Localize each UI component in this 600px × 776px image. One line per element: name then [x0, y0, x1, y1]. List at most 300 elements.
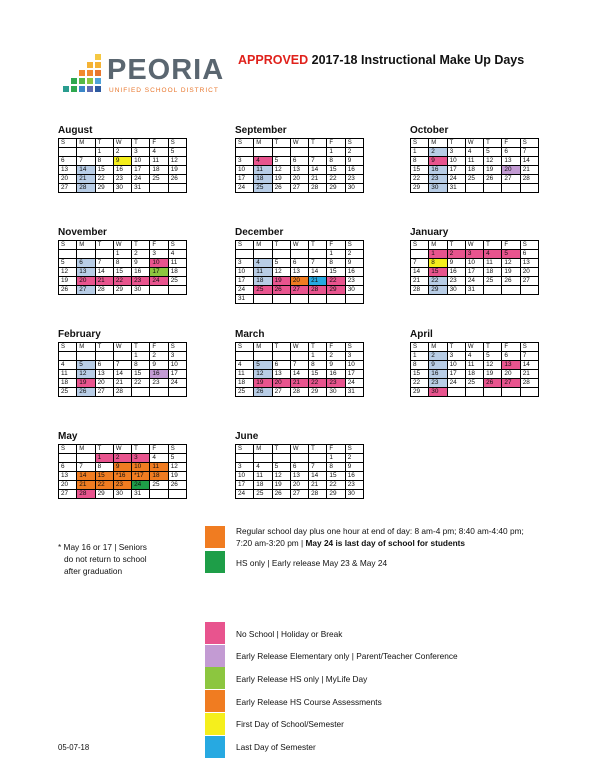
day-cell: 27 — [272, 388, 290, 397]
day-cell: 10 — [447, 361, 465, 370]
day-cell: 5 — [168, 148, 186, 157]
day-cell: 1 — [309, 352, 327, 361]
day-cell — [447, 388, 465, 397]
logo-subtitle: UNIFIED SCHOOL DISTRICT — [109, 87, 219, 94]
month-march — [235, 329, 364, 397]
day-cell: 24 — [132, 175, 150, 184]
day-cell: 19 — [77, 379, 95, 388]
logo-wordmark: PEORIA — [107, 54, 225, 86]
weekday-header: T — [272, 343, 290, 352]
day-cell: 24 — [132, 481, 150, 490]
weekday-header: T — [309, 445, 327, 454]
day-cell — [77, 250, 95, 259]
day-cell: 3 — [132, 148, 150, 157]
day-cell: 3 — [132, 454, 150, 463]
day-cell: 6 — [59, 463, 77, 472]
day-cell: 22 — [113, 277, 131, 286]
day-cell: 10 — [465, 259, 483, 268]
day-cell: 27 — [290, 184, 308, 193]
day-cell: 3 — [236, 157, 254, 166]
weekday-header: T — [95, 445, 113, 454]
day-cell: 7 — [290, 361, 308, 370]
day-cell: 14 — [290, 370, 308, 379]
day-cell: 19 — [502, 268, 520, 277]
day-cell: 18 — [168, 268, 186, 277]
day-cell — [345, 295, 363, 304]
day-cell: 31 — [236, 295, 254, 304]
day-cell: 20 — [77, 277, 95, 286]
logo-mark-icon — [63, 54, 103, 94]
day-cell: 9 — [429, 361, 447, 370]
day-cell: 11 — [150, 157, 168, 166]
day-cell — [132, 388, 150, 397]
day-cell: 18 — [465, 370, 483, 379]
day-cell: 20 — [290, 277, 308, 286]
day-cell: 17 — [150, 268, 168, 277]
day-cell: 14 — [77, 472, 95, 481]
day-cell — [168, 286, 186, 295]
weekday-header: W — [290, 139, 308, 148]
day-cell — [77, 454, 95, 463]
legend-item-last-day: Last Day of Semester — [236, 742, 316, 752]
day-cell: 15 — [309, 370, 327, 379]
day-cell: 23 — [150, 379, 168, 388]
weekday-header: W — [290, 343, 308, 352]
day-cell: 18 — [254, 175, 272, 184]
day-cell — [411, 250, 429, 259]
day-cell: 5 — [502, 250, 520, 259]
day-cell — [290, 454, 308, 463]
day-cell — [236, 250, 254, 259]
day-cell: 7 — [77, 463, 95, 472]
day-cell: 26 — [77, 388, 95, 397]
weekday-header: T — [132, 445, 150, 454]
day-cell: 25 — [168, 277, 186, 286]
day-cell: 1 — [132, 352, 150, 361]
day-cell: 15 — [132, 370, 150, 379]
day-cell: 6 — [290, 259, 308, 268]
day-cell — [95, 352, 113, 361]
day-cell: 27 — [290, 286, 308, 295]
day-cell: 18 — [150, 472, 168, 481]
day-cell: 22 — [95, 481, 113, 490]
month-june — [235, 431, 364, 499]
day-cell — [309, 148, 327, 157]
day-cell: 2 — [429, 352, 447, 361]
weekday-header: T — [132, 241, 150, 250]
day-cell: 31 — [447, 184, 465, 193]
day-cell: 11 — [484, 259, 502, 268]
day-cell — [272, 250, 290, 259]
month-grid — [410, 240, 539, 295]
day-cell: 22 — [411, 379, 429, 388]
day-cell: 6 — [77, 259, 95, 268]
day-cell — [502, 184, 520, 193]
day-cell: 21 — [290, 379, 308, 388]
day-cell: 7 — [520, 148, 538, 157]
day-cell: 17 — [236, 277, 254, 286]
day-cell: 5 — [484, 148, 502, 157]
weekday-header: M — [254, 139, 272, 148]
day-cell: 11 — [168, 259, 186, 268]
day-cell: 31 — [465, 286, 483, 295]
day-cell: 28 — [411, 286, 429, 295]
month-name: October — [410, 125, 449, 136]
day-cell: 6 — [502, 352, 520, 361]
day-cell — [254, 295, 272, 304]
day-cell: 9 — [150, 361, 168, 370]
day-cell: 12 — [272, 268, 290, 277]
day-cell: 16 — [429, 370, 447, 379]
weekday-header: T — [95, 241, 113, 250]
day-cell: 19 — [484, 166, 502, 175]
day-cell: 1 — [95, 454, 113, 463]
weekday-header: W — [113, 139, 131, 148]
weekday-header: F — [150, 445, 168, 454]
day-cell: 8 — [132, 361, 150, 370]
day-cell: 26 — [484, 379, 502, 388]
day-cell: *17 — [132, 472, 150, 481]
day-cell: 17 — [447, 370, 465, 379]
day-cell: 22 — [95, 175, 113, 184]
month-grid — [58, 444, 187, 499]
footnote-line-2: do not return to school — [64, 554, 147, 564]
weekday-header: S — [236, 139, 254, 148]
day-cell: 26 — [254, 388, 272, 397]
day-cell: 24 — [168, 379, 186, 388]
day-cell: 21 — [113, 379, 131, 388]
day-cell: 18 — [236, 379, 254, 388]
day-cell: 6 — [290, 463, 308, 472]
weekday-header: S — [345, 445, 363, 454]
day-cell: 13 — [77, 268, 95, 277]
weekday-header: F — [327, 241, 345, 250]
weekday-header: M — [77, 445, 95, 454]
day-cell: 8 — [327, 157, 345, 166]
day-cell: 15 — [327, 268, 345, 277]
day-cell: 7 — [113, 361, 131, 370]
day-cell: 8 — [429, 259, 447, 268]
day-cell — [272, 454, 290, 463]
day-cell: 27 — [95, 388, 113, 397]
day-cell — [465, 184, 483, 193]
day-cell: 29 — [95, 490, 113, 499]
day-cell: 10 — [236, 472, 254, 481]
day-cell: 29 — [309, 388, 327, 397]
day-cell — [95, 250, 113, 259]
day-cell: 2 — [345, 148, 363, 157]
footnote-line-3: after graduation — [64, 566, 123, 576]
day-cell: 31 — [132, 490, 150, 499]
day-cell: 11 — [465, 157, 483, 166]
month-grid — [410, 342, 539, 397]
day-cell: 24 — [447, 175, 465, 184]
day-cell: 30 — [345, 286, 363, 295]
day-cell: 2 — [150, 352, 168, 361]
weekday-header: T — [309, 343, 327, 352]
weekday-header: T — [309, 241, 327, 250]
day-cell: 25 — [465, 379, 483, 388]
day-cell: 1 — [327, 250, 345, 259]
legend-line-2b: May 24 is last day of school for students — [305, 538, 466, 548]
day-cell: 3 — [447, 148, 465, 157]
weekday-header: M — [429, 139, 447, 148]
day-cell: 21 — [520, 370, 538, 379]
day-cell: 3 — [465, 250, 483, 259]
day-cell: 12 — [272, 166, 290, 175]
day-cell: 6 — [502, 148, 520, 157]
day-cell: 7 — [309, 157, 327, 166]
month-name: September — [235, 125, 287, 136]
day-cell: 27 — [520, 277, 538, 286]
day-cell — [150, 184, 168, 193]
weekday-header: T — [272, 139, 290, 148]
weekday-header: M — [429, 241, 447, 250]
month-february — [58, 329, 187, 397]
month-april — [410, 329, 539, 397]
day-cell: 14 — [411, 268, 429, 277]
day-cell: 1 — [411, 352, 429, 361]
day-cell: 10 — [150, 259, 168, 268]
day-cell: 24 — [447, 379, 465, 388]
day-cell: 19 — [254, 379, 272, 388]
month-grid — [58, 138, 187, 193]
weekday-header: T — [447, 241, 465, 250]
revision-date: 05-07-18 — [58, 743, 90, 752]
day-cell: 9 — [327, 361, 345, 370]
day-cell: 23 — [447, 277, 465, 286]
weekday-header: F — [502, 343, 520, 352]
month-january — [410, 227, 539, 295]
month-december — [235, 227, 364, 304]
day-cell: 4 — [150, 454, 168, 463]
day-cell: 20 — [59, 481, 77, 490]
weekday-header: W — [465, 139, 483, 148]
weekday-header: T — [95, 139, 113, 148]
day-cell — [113, 352, 131, 361]
day-cell: 31 — [132, 184, 150, 193]
day-cell: 28 — [520, 175, 538, 184]
day-cell: 1 — [429, 250, 447, 259]
day-cell: 16 — [327, 370, 345, 379]
day-cell: 3 — [168, 352, 186, 361]
legend-swatch-lavender — [205, 645, 225, 667]
day-cell: 14 — [309, 472, 327, 481]
day-cell: 7 — [520, 352, 538, 361]
day-cell: 29 — [411, 184, 429, 193]
day-cell: 16 — [429, 166, 447, 175]
day-cell: 13 — [520, 259, 538, 268]
day-cell: 4 — [254, 259, 272, 268]
day-cell: 27 — [502, 175, 520, 184]
weekday-header: M — [77, 343, 95, 352]
day-cell — [520, 388, 538, 397]
month-name: April — [410, 329, 433, 340]
weekday-header: S — [236, 343, 254, 352]
day-cell: 21 — [411, 277, 429, 286]
day-cell: 12 — [484, 361, 502, 370]
day-cell: 1 — [411, 148, 429, 157]
day-cell: 25 — [150, 175, 168, 184]
day-cell: 28 — [290, 388, 308, 397]
page-title — [238, 53, 524, 67]
day-cell: 13 — [59, 472, 77, 481]
day-cell: 20 — [95, 379, 113, 388]
day-cell: 28 — [309, 286, 327, 295]
day-cell: 30 — [327, 388, 345, 397]
day-cell: 30 — [447, 286, 465, 295]
day-cell: 9 — [113, 463, 131, 472]
day-cell: 5 — [59, 259, 77, 268]
day-cell: 13 — [290, 166, 308, 175]
legend-item-hs-only: HS only | Early release May 23 & May 24 — [236, 558, 388, 568]
day-cell: 5 — [77, 361, 95, 370]
day-cell: 11 — [465, 361, 483, 370]
weekday-header: F — [150, 139, 168, 148]
day-cell: 10 — [345, 361, 363, 370]
day-cell: 19 — [59, 277, 77, 286]
day-cell: 19 — [168, 166, 186, 175]
day-cell: 20 — [502, 370, 520, 379]
month-may — [58, 431, 187, 499]
day-cell: 27 — [77, 286, 95, 295]
footnote — [58, 541, 147, 577]
day-cell — [465, 388, 483, 397]
day-cell: 7 — [77, 157, 95, 166]
day-cell: 12 — [168, 157, 186, 166]
day-cell: 24 — [465, 277, 483, 286]
day-cell — [254, 352, 272, 361]
day-cell: 23 — [429, 175, 447, 184]
weekday-header: M — [429, 343, 447, 352]
day-cell: 30 — [345, 490, 363, 499]
month-name: November — [58, 227, 107, 238]
weekday-header: M — [254, 241, 272, 250]
day-cell: 4 — [168, 250, 186, 259]
day-cell: 29 — [411, 388, 429, 397]
day-cell: 21 — [309, 481, 327, 490]
month-grid — [410, 138, 539, 193]
day-cell: 5 — [484, 352, 502, 361]
legend-swatch-orange — [205, 526, 225, 548]
weekday-header: S — [411, 241, 429, 250]
day-cell: 4 — [254, 157, 272, 166]
day-cell: 3 — [236, 259, 254, 268]
day-cell: 20 — [59, 175, 77, 184]
month-grid — [235, 138, 364, 193]
day-cell: 20 — [520, 268, 538, 277]
day-cell: 6 — [95, 361, 113, 370]
day-cell: 13 — [502, 361, 520, 370]
day-cell: 21 — [77, 481, 95, 490]
day-cell: 26 — [272, 286, 290, 295]
day-cell — [59, 148, 77, 157]
weekday-header: T — [484, 343, 502, 352]
day-cell: 27 — [290, 490, 308, 499]
month-name: June — [235, 431, 259, 442]
day-cell: 9 — [345, 259, 363, 268]
day-cell: 10 — [236, 166, 254, 175]
day-cell: 17 — [465, 268, 483, 277]
legend-line-1: Regular school day plus one hour at end of day: 8 am-4 pm; 8:40 am-4:40 pm; — [236, 526, 524, 536]
day-cell: 12 — [254, 370, 272, 379]
day-cell: 23 — [113, 175, 131, 184]
day-cell: 2 — [327, 352, 345, 361]
day-cell: 12 — [502, 259, 520, 268]
weekday-header: S — [236, 241, 254, 250]
day-cell: 19 — [272, 277, 290, 286]
day-cell: 14 — [95, 268, 113, 277]
month-grid — [58, 240, 187, 295]
day-cell — [59, 250, 77, 259]
day-cell: 22 — [327, 175, 345, 184]
day-cell: 29 — [327, 490, 345, 499]
weekday-header: F — [327, 343, 345, 352]
day-cell: 26 — [272, 184, 290, 193]
day-cell: 5 — [272, 259, 290, 268]
weekday-header: T — [272, 241, 290, 250]
approved-label: APPROVED — [238, 53, 309, 67]
day-cell: 27 — [502, 379, 520, 388]
day-cell — [59, 352, 77, 361]
day-cell: 15 — [113, 268, 131, 277]
day-cell: 22 — [429, 277, 447, 286]
day-cell: 15 — [95, 472, 113, 481]
month-september — [235, 125, 364, 193]
day-cell: 12 — [168, 463, 186, 472]
day-cell: 3 — [447, 352, 465, 361]
day-cell: 8 — [327, 259, 345, 268]
legend-swatch-pink — [205, 622, 225, 644]
day-cell: 12 — [272, 472, 290, 481]
day-cell: 31 — [345, 388, 363, 397]
day-cell: 8 — [95, 157, 113, 166]
day-cell: 11 — [254, 268, 272, 277]
day-cell — [254, 250, 272, 259]
weekday-header: T — [447, 139, 465, 148]
day-cell: 25 — [254, 286, 272, 295]
day-cell: 19 — [272, 481, 290, 490]
day-cell: 4 — [150, 148, 168, 157]
weekday-header: T — [447, 343, 465, 352]
day-cell: 8 — [113, 259, 131, 268]
day-cell — [484, 286, 502, 295]
day-cell: 23 — [345, 277, 363, 286]
day-cell: 6 — [59, 157, 77, 166]
day-cell: 22 — [411, 175, 429, 184]
day-cell: 26 — [502, 277, 520, 286]
legend-swatch-cyan — [205, 736, 225, 758]
day-cell: 12 — [59, 268, 77, 277]
day-cell: 13 — [290, 268, 308, 277]
day-cell — [254, 454, 272, 463]
day-cell: 3 — [150, 250, 168, 259]
day-cell: 10 — [132, 157, 150, 166]
legend-swatch-green — [205, 667, 225, 689]
month-name: March — [235, 329, 265, 340]
day-cell — [520, 286, 538, 295]
day-cell: 28 — [309, 490, 327, 499]
day-cell — [77, 352, 95, 361]
day-cell — [150, 286, 168, 295]
day-cell: 2 — [132, 250, 150, 259]
day-cell: 29 — [429, 286, 447, 295]
month-name: May — [58, 431, 78, 442]
day-cell: 15 — [327, 166, 345, 175]
month-name: February — [58, 329, 101, 340]
day-cell — [168, 490, 186, 499]
day-cell: 30 — [429, 184, 447, 193]
